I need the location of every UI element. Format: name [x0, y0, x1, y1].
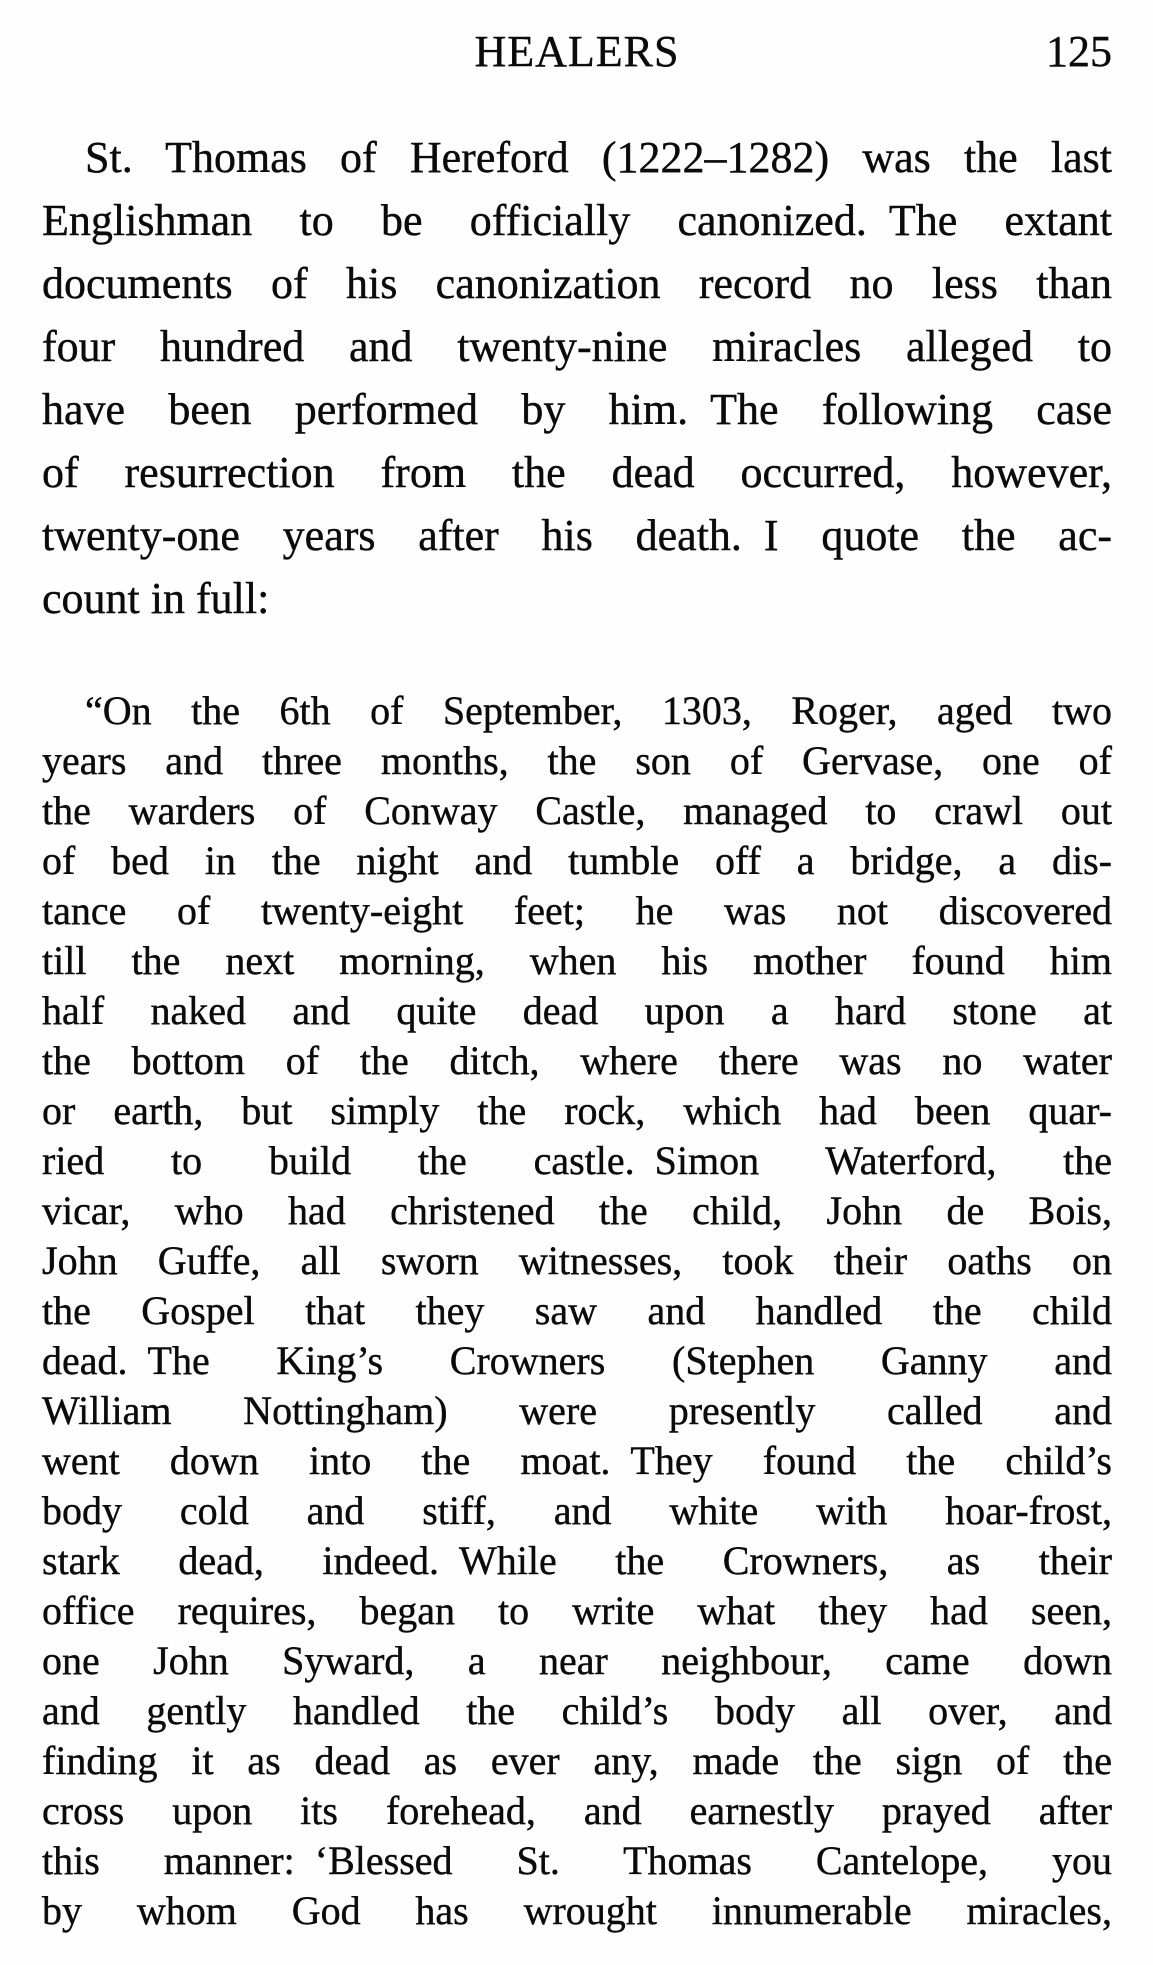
text-line: four hundred and twenty-nine miracles alleged to: [42, 322, 1112, 371]
text-line: of bed in the night and tumble off a bridge, a dis-: [42, 838, 1112, 883]
text-line: John Guffe, all sworn witnesses, took their oaths on: [42, 1238, 1112, 1283]
text-line: till the next morning, when his mother found him: [42, 938, 1112, 983]
text-line: finding it as dead as ever any, made the sign of the: [42, 1738, 1112, 1783]
text-line: Englishman to be officially canonized. The extant: [42, 196, 1112, 245]
text-line: by whom God has wrought innumerable miracles,: [42, 1888, 1112, 1933]
text-line: body cold and stiff, and white with hoar-frost,: [42, 1488, 1112, 1533]
page-header: [42, 26, 1112, 82]
text-line: this manner: ‘Blessed St. Thomas Cantelope, you: [42, 1838, 1112, 1883]
text-line: the Gospel that they saw and handled the child: [42, 1288, 1112, 1333]
intro-paragraph: [42, 126, 1112, 630]
text-line: have been performed by him. The following case: [42, 385, 1112, 434]
text-line: half naked and quite dead upon a hard stone at: [42, 988, 1112, 1033]
running-head-title: HEALERS: [474, 27, 680, 76]
text-line: of resurrection from the dead occurred, however,: [42, 448, 1112, 497]
text-line: tance of twenty-eight feet; he was not discovered: [42, 888, 1112, 933]
text-line: stark dead, indeed. While the Crowners, as their: [42, 1538, 1112, 1583]
text-line: St. Thomas of Hereford (1222–1282) was the last: [85, 133, 1112, 182]
text-line: office requires, began to write what they had seen,: [42, 1588, 1112, 1633]
text-line: twenty-one years after his death. I quote the ac-: [42, 511, 1112, 560]
text-line: documents of his canonization record no less than: [42, 259, 1112, 308]
text-line: the warders of Conway Castle, managed to crawl out: [42, 788, 1112, 833]
text-line: or earth, but simply the rock, which had been quar-: [42, 1088, 1112, 1133]
text-line: went down into the moat. They found the child’s: [42, 1438, 1112, 1483]
text-line: and gently handled the child’s body all over, and: [42, 1688, 1112, 1733]
quoted-account-paragraph: [42, 686, 1112, 1936]
text-line: count in full:: [42, 574, 270, 623]
text-line: William Nottingham) were presently called and: [42, 1388, 1112, 1433]
text-line: “On the 6th of September, 1303, Roger, aged two: [85, 688, 1112, 733]
text-line: the bottom of the ditch, where there was no water: [42, 1038, 1112, 1083]
text-line: one John Syward, a near neighbour, came down: [42, 1638, 1112, 1683]
text-line: ried to build the castle. Simon Waterford, the: [42, 1138, 1112, 1183]
text-line: cross upon its forehead, and earnestly prayed after: [42, 1788, 1112, 1833]
text-line: dead. The King’s Crowners (Stephen Ganny and: [42, 1338, 1112, 1383]
text-line: vicar, who had christened the child, John de Bois,: [42, 1188, 1112, 1233]
page-number: 125: [1046, 27, 1112, 76]
text-line: years and three months, the son of Gervase, one of: [42, 738, 1112, 783]
